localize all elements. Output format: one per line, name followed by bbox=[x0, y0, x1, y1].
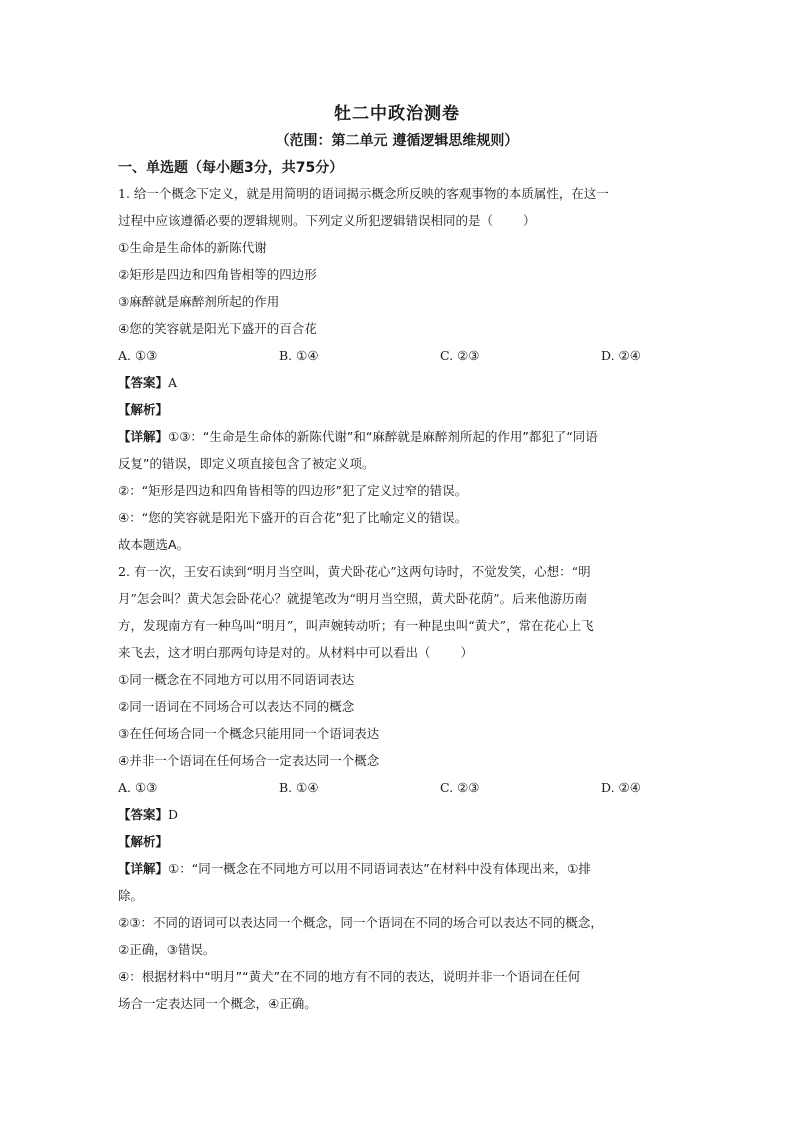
q1-detail-line: 反复”的错误，即定义项直接包含了被定义项。 bbox=[118, 456, 375, 471]
detail-text: ①：“同一概念在不同地方可以用不同语词表达”在材料中没有体现出来，①排 bbox=[168, 861, 591, 876]
q2-stem-paren: ） bbox=[460, 645, 474, 660]
q1-item: ④您的笑容就是阳光下盛开的百合花 bbox=[118, 321, 317, 336]
q2-detail-line: ②③：不同的语词可以表达同一个概念，同一个语词在不同的场合可以表达不同的概念， bbox=[118, 915, 603, 930]
q2-analysis-label: 【解析】 bbox=[118, 834, 169, 849]
q1-answer bbox=[118, 369, 683, 396]
q2-stem-line: 月”怎会叫？黄犬怎会卧花心？就提笔改为“明月当空照，黄犬卧花荫”。后来他游历南 bbox=[118, 591, 588, 606]
answer-label: 【答案】 bbox=[118, 807, 169, 822]
answer-label: 【答案】 bbox=[118, 375, 169, 390]
section-heading: 一、单选题（每小题3分，共75分） bbox=[118, 160, 344, 176]
q2-item: ③在任何场合同一个概念只能用同一个语词表达 bbox=[118, 726, 380, 741]
q1-conclusion: 故本题选A。 bbox=[118, 537, 190, 552]
q1-stem-line bbox=[118, 207, 683, 234]
document-body bbox=[118, 156, 683, 1017]
q2-item: ④并非一个语词在任何场合一定表达同一个概念 bbox=[118, 753, 380, 768]
detail-label: 【详解】 bbox=[118, 861, 169, 876]
q1-detail-line: ④：“您的笑容就是阳光下盛开的百合花”犯了比喻定义的错误。 bbox=[118, 510, 468, 525]
q2-option-b: B. ①④ bbox=[279, 780, 319, 795]
answer-value: D bbox=[168, 807, 179, 822]
q1-options bbox=[118, 342, 683, 369]
q2-option-c: C. ②③ bbox=[440, 780, 480, 795]
q2-detail-line: ②正确，③错误。 bbox=[118, 942, 216, 957]
q1-option-d: D. ②④ bbox=[601, 348, 641, 363]
q2-stem-line: 方，发现南方有一种鸟叫“明月”，叫声婉转动听；有一种昆虫叫“黄犬”，常在花心上飞 bbox=[118, 618, 594, 633]
q1-stem-text: 过程中应该遵循必要的逻辑规则。下列定义所犯逻辑错误相同的是（ bbox=[118, 213, 494, 228]
q2-detail-line: ④：根据材料中“明月”“黄犬”在不同的地方有不同的表达，说明并非一个语词在任何 bbox=[118, 969, 581, 984]
q2-stem-line bbox=[118, 639, 683, 666]
q1-item: ②矩形是四边和四角皆相等的四边形 bbox=[118, 267, 317, 282]
q1-item: ①生命是生命体的新陈代谢 bbox=[118, 240, 267, 255]
q1-detail-line bbox=[118, 423, 683, 450]
page-subtitle: （范围：第二单元 遵循逻辑思维规则） bbox=[275, 133, 519, 149]
q1-option-c: C. ②③ bbox=[440, 348, 480, 363]
q2-detail-line: 场合一定表达同一个概念，④正确。 bbox=[118, 996, 317, 1011]
q2-answer bbox=[118, 801, 683, 828]
q1-option-a: A. ①③ bbox=[118, 348, 158, 363]
q1-stem-paren: ） bbox=[523, 213, 536, 228]
q1-stem-line: 1. 给一个概念下定义，就是用简明的语词揭示概念所反映的客观事物的本质属性，在这一 bbox=[118, 186, 609, 201]
page-title: 牡二中政治测卷 bbox=[334, 104, 460, 124]
q2-item: ①同一概念在不同地方可以用不同语词表达 bbox=[118, 672, 355, 687]
q1-option-b: B. ①④ bbox=[279, 348, 319, 363]
answer-value: A bbox=[168, 375, 178, 390]
q1-analysis-label: 【解析】 bbox=[118, 402, 169, 417]
detail-label: 【详解】 bbox=[118, 429, 169, 444]
q2-item: ②同一语词在不同场合可以表达不同的概念 bbox=[118, 699, 355, 714]
detail-text: ①③：“生命是生命体的新陈代谢”和“麻醉就是麻醉剂所起的作用”都犯了“同语 bbox=[168, 429, 598, 444]
q2-detail-line: 除。 bbox=[118, 888, 144, 903]
question-2 bbox=[118, 558, 683, 1017]
q2-stem-text: 来飞去，这才明白那两句诗是对的。从材料中可以看出（ bbox=[118, 645, 431, 660]
q2-option-a: A. ①③ bbox=[118, 780, 158, 795]
q1-item: ③麻醉就是麻醉剂所起的作用 bbox=[118, 294, 280, 309]
q1-detail-line: ②：“矩形是四边和四角皆相等的四边形”犯了定义过窄的错误。 bbox=[118, 483, 468, 498]
q2-options bbox=[118, 774, 683, 801]
q2-option-d: D. ②④ bbox=[601, 780, 641, 795]
question-1 bbox=[118, 180, 683, 558]
q2-detail-line bbox=[118, 855, 683, 882]
q2-stem-line: 2. 有一次，王安石读到“明月当空叫，黄犬卧花心”这两句诗时，不觉发笑，心想：“明 bbox=[118, 564, 591, 579]
